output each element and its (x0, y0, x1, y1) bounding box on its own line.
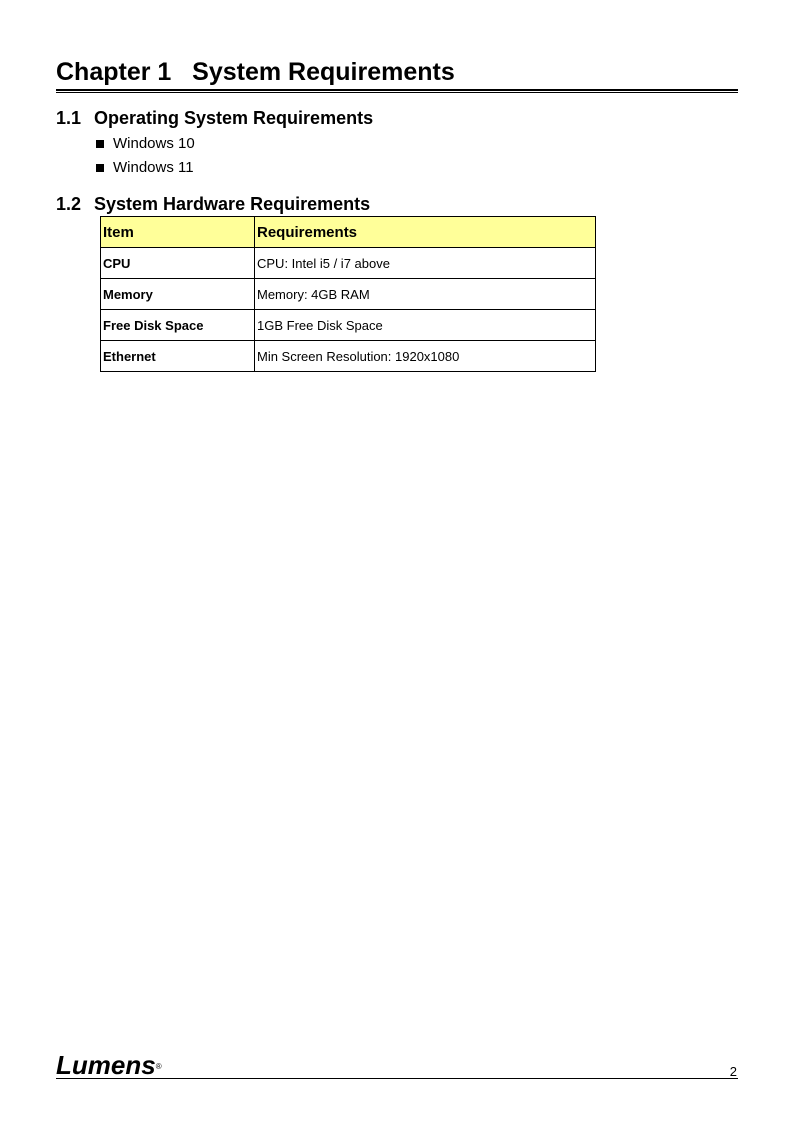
table-cell-requirement: Memory: 4GB RAM (255, 279, 596, 310)
table-cell-requirement: 1GB Free Disk Space (255, 310, 596, 341)
table-row (101, 279, 596, 310)
column-header-item: Item (101, 217, 255, 248)
section-number: 1.1 (56, 108, 82, 128)
chapter-title: Chapter 1 System Requirements (56, 58, 455, 86)
chapter-divider (56, 89, 738, 93)
table-cell-item: CPU (101, 248, 255, 279)
list-item (96, 132, 195, 156)
section-title: System Hardware Requirements (94, 194, 371, 214)
trademark-symbol: ® (155, 1062, 162, 1071)
list-item (96, 156, 195, 180)
lumens-logo (56, 1050, 162, 1080)
square-bullet-icon (96, 140, 104, 148)
page-number: 2 (729, 1064, 737, 1079)
section-heading-hardware (56, 193, 370, 215)
list-item-label: Windows 11 (113, 159, 194, 176)
brand-name: Lumens (56, 1050, 156, 1080)
table-cell-item: Memory (101, 279, 255, 310)
os-requirements-list (96, 132, 195, 180)
table-row (101, 310, 596, 341)
section-heading-os (56, 107, 373, 129)
hardware-requirements-table (100, 216, 596, 372)
table-cell-requirement: Min Screen Resolution: 1920x1080 (255, 341, 596, 372)
table-row (101, 248, 596, 279)
list-item-label: Windows 10 (113, 135, 195, 152)
footer-divider (56, 1078, 738, 1079)
column-header-requirements: Requirements (255, 217, 596, 248)
table-cell-item: Free Disk Space (101, 310, 255, 341)
table-cell-requirement: CPU: Intel i5 / i7 above (255, 248, 596, 279)
table-cell-item: Ethernet (101, 341, 255, 372)
square-bullet-icon (96, 164, 104, 172)
section-number: 1.2 (56, 194, 82, 214)
table-header-row (101, 217, 596, 248)
table-row (101, 341, 596, 372)
section-title: Operating System Requirements (94, 108, 374, 128)
